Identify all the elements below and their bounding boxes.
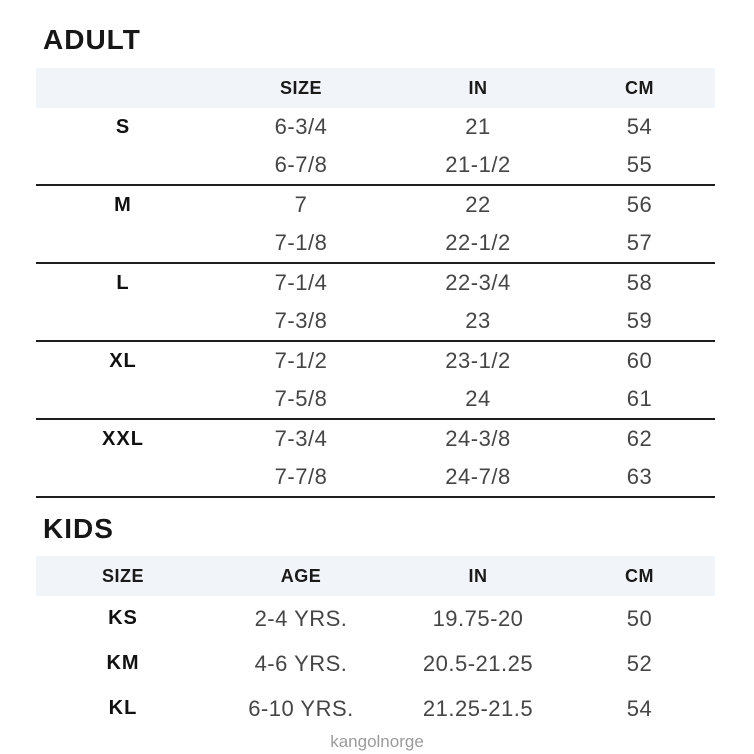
inches-value: 24-3/8 bbox=[445, 426, 511, 451]
adult-header-in: IN bbox=[468, 77, 488, 98]
adult-section-title: ADULT bbox=[43, 24, 141, 55]
hat-size: 7-3/4 bbox=[274, 426, 328, 451]
cm-value: 52 bbox=[626, 650, 653, 676]
kids-header-in: IN bbox=[468, 565, 488, 586]
cm-value: 54 bbox=[626, 695, 653, 721]
inches-value: 24-7/8 bbox=[445, 464, 511, 489]
inches-value: 22 bbox=[465, 192, 491, 217]
kids-row-ks bbox=[36, 596, 715, 641]
inches-value: 21 bbox=[465, 114, 491, 139]
size-label: XL bbox=[109, 349, 137, 372]
size-label: L bbox=[116, 271, 130, 294]
kids-row-km bbox=[36, 641, 715, 686]
cm-value: 55 bbox=[626, 152, 653, 177]
age-range: 6-10 YRS. bbox=[248, 695, 354, 721]
size-label: KL bbox=[108, 697, 138, 719]
cm-value: 61 bbox=[626, 386, 653, 411]
inches-value: 22-3/4 bbox=[445, 270, 511, 295]
hat-size: 7-1/2 bbox=[274, 348, 328, 373]
cm-value: 56 bbox=[626, 192, 653, 217]
cm-value: 50 bbox=[626, 605, 653, 631]
cm-value: 60 bbox=[626, 348, 653, 373]
inches-value: 19.75-20 bbox=[432, 605, 524, 631]
hat-size: 7-1/8 bbox=[274, 230, 328, 255]
age-range: 4-6 YRS. bbox=[254, 650, 348, 676]
cm-value: 59 bbox=[626, 308, 653, 333]
inches-value: 21.25-21.5 bbox=[422, 695, 534, 721]
size-label: XXL bbox=[102, 427, 144, 450]
inches-value: 21-1/2 bbox=[445, 152, 511, 177]
hat-size: 7-1/4 bbox=[274, 270, 328, 295]
kids-table-header bbox=[36, 556, 715, 596]
adult-row-s-1 bbox=[36, 108, 715, 146]
hat-size: 6-7/8 bbox=[274, 152, 328, 177]
size-chart-page bbox=[36, 0, 715, 731]
cm-value: 62 bbox=[626, 426, 653, 451]
inches-value: 24 bbox=[465, 386, 491, 411]
hat-size: 7-7/8 bbox=[274, 464, 328, 489]
cm-value: 58 bbox=[626, 270, 653, 295]
inches-value: 23 bbox=[465, 308, 491, 333]
adult-row-l-2 bbox=[36, 302, 715, 342]
size-label: KS bbox=[108, 607, 138, 629]
size-label: KM bbox=[106, 652, 140, 674]
cm-value: 57 bbox=[626, 230, 653, 255]
adult-row-xxl-2 bbox=[36, 458, 715, 498]
adult-row-m-1 bbox=[36, 186, 715, 224]
inches-value: 22-1/2 bbox=[445, 230, 511, 255]
cm-value: 54 bbox=[626, 114, 653, 139]
kids-header-size: SIZE bbox=[101, 565, 144, 586]
size-label: M bbox=[114, 193, 132, 216]
kids-header-age: AGE bbox=[280, 565, 322, 586]
hat-size: 7-5/8 bbox=[274, 386, 328, 411]
adult-header-cm: CM bbox=[625, 77, 654, 98]
footer-watermark: kangolnorge bbox=[330, 732, 424, 751]
adult-row-xl-1 bbox=[36, 342, 715, 380]
hat-size: 7-3/8 bbox=[274, 308, 328, 333]
kids-header-cm: CM bbox=[625, 565, 654, 586]
inches-value: 23-1/2 bbox=[445, 348, 511, 373]
adult-row-s-2 bbox=[36, 146, 715, 186]
hat-size: 6-3/4 bbox=[274, 114, 328, 139]
adult-table-header bbox=[36, 68, 715, 108]
adult-row-xxl-1 bbox=[36, 420, 715, 458]
adult-row-l-1 bbox=[36, 264, 715, 302]
adult-row-m-2 bbox=[36, 224, 715, 264]
cm-value: 63 bbox=[626, 464, 653, 489]
size-label: S bbox=[115, 115, 131, 138]
kids-row-kl bbox=[36, 686, 715, 731]
adult-header-size: SIZE bbox=[279, 77, 322, 98]
kids-section-title: KIDS bbox=[43, 513, 114, 544]
age-range: 2-4 YRS. bbox=[254, 605, 348, 631]
adult-row-xl-2 bbox=[36, 380, 715, 420]
inches-value: 20.5-21.25 bbox=[422, 650, 534, 676]
hat-size: 7 bbox=[294, 192, 308, 217]
